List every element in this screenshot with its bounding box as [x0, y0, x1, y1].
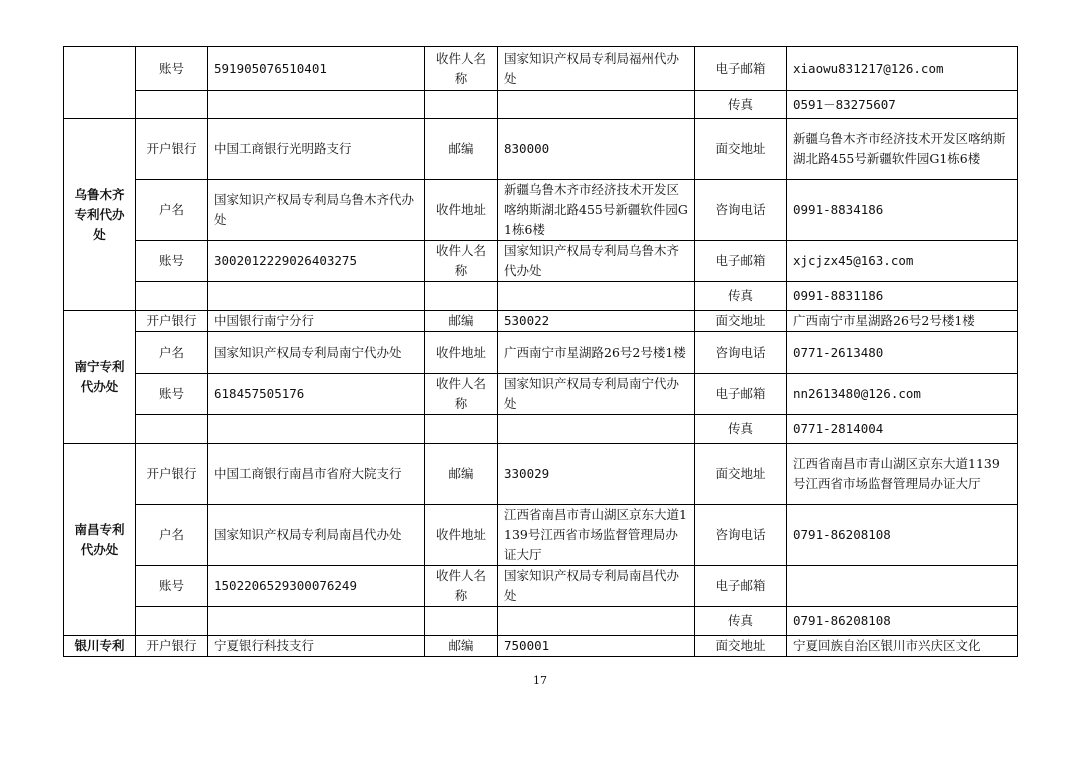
fax-value: 0991-8831186	[787, 282, 1018, 311]
account-value: 591905076510401	[208, 47, 425, 91]
email-value	[787, 566, 1018, 607]
email-label: 电子邮箱	[695, 241, 787, 282]
holder-value: 国家知识产权局专利局乌鲁木齐代办处	[208, 180, 425, 241]
recipient-label: 收件人名称	[425, 374, 498, 415]
fax-value: 0591－83275607	[787, 91, 1018, 119]
visit-address-label: 面交地址	[695, 636, 787, 657]
visit-address-value: 江西省南昌市青山湖区京东大道1139号江西省市场监督管理局办证大厅	[787, 444, 1018, 505]
bank-label: 开户银行	[136, 636, 208, 657]
email-value: xjcjzx45@163.com	[787, 241, 1018, 282]
agency-table	[63, 46, 1018, 657]
holder-row	[64, 332, 1018, 374]
phone-label: 咨询电话	[695, 332, 787, 374]
fax-row	[64, 282, 1018, 311]
account-row	[64, 47, 1018, 91]
postcode-label: 邮编	[425, 311, 498, 332]
recipient-value: 国家知识产权局专利局南昌代办处	[498, 566, 695, 607]
recipient-label: 收件人名称	[425, 47, 498, 91]
bank-value: 中国工商银行光明路支行	[208, 119, 425, 180]
postcode-label: 邮编	[425, 119, 498, 180]
account-label: 账号	[136, 47, 208, 91]
receive-address-label: 收件地址	[425, 332, 498, 374]
visit-address-value: 宁夏回族自治区银川市兴庆区文化	[787, 636, 1018, 657]
postcode-value: 330029	[498, 444, 695, 505]
visit-address-value: 新疆乌鲁木齐市经济技术开发区喀纳斯湖北路455号新疆软件园G1栋6楼	[787, 119, 1018, 180]
fax-label: 传真	[695, 415, 787, 444]
office-name: 南宁专利代办处	[64, 311, 136, 444]
fax-value: 0771-2814004	[787, 415, 1018, 444]
fax-row	[64, 607, 1018, 636]
email-label: 电子邮箱	[695, 47, 787, 91]
bank-row	[64, 311, 1018, 332]
bank-row	[64, 444, 1018, 505]
fax-label: 传真	[695, 282, 787, 311]
postcode-value: 830000	[498, 119, 695, 180]
visit-address-label: 面交地址	[695, 311, 787, 332]
holder-label: 户名	[136, 332, 208, 374]
visit-address-label: 面交地址	[695, 444, 787, 505]
account-value: 618457505176	[208, 374, 425, 415]
fax-row	[64, 91, 1018, 119]
account-label: 账号	[136, 241, 208, 282]
bank-label: 开户银行	[136, 311, 208, 332]
office-name: 南昌专利代办处	[64, 444, 136, 636]
account-label: 账号	[136, 566, 208, 607]
postcode-label: 邮编	[425, 444, 498, 505]
email-value: xiaowu831217@126.com	[787, 47, 1018, 91]
visit-address-value: 广西南宁市星湖路26号2号楼1楼	[787, 311, 1018, 332]
postcode-value: 750001	[498, 636, 695, 657]
receive-address-label: 收件地址	[425, 180, 498, 241]
bank-value: 宁夏银行科技支行	[208, 636, 425, 657]
holder-label: 户名	[136, 505, 208, 566]
phone-label: 咨询电话	[695, 505, 787, 566]
phone-value: 0791-86208108	[787, 505, 1018, 566]
account-row	[64, 374, 1018, 415]
holder-value: 国家知识产权局专利局南昌代办处	[208, 505, 425, 566]
phone-label: 咨询电话	[695, 180, 787, 241]
office-name: 银川专利	[64, 636, 136, 657]
recipient-value: 国家知识产权局专利局乌鲁木齐代办处	[498, 241, 695, 282]
office-name	[64, 47, 136, 119]
fax-value: 0791-86208108	[787, 607, 1018, 636]
receive-address-value: 新疆乌鲁木齐市经济技术开发区喀纳斯湖北路455号新疆软件园G1栋6楼	[498, 180, 695, 241]
fax-label: 传真	[695, 607, 787, 636]
fax-label: 传真	[695, 91, 787, 119]
email-label: 电子邮箱	[695, 566, 787, 607]
phone-value: 0991-8834186	[787, 180, 1018, 241]
bank-value: 中国银行南宁分行	[208, 311, 425, 332]
postcode-label: 邮编	[425, 636, 498, 657]
holder-row	[64, 180, 1018, 241]
account-value: 1502206529300076249	[208, 566, 425, 607]
page-number: 17	[533, 674, 547, 687]
recipient-value: 国家知识产权局专利局南宁代办处	[498, 374, 695, 415]
bank-row	[64, 636, 1018, 657]
fax-row	[64, 415, 1018, 444]
bank-label: 开户银行	[136, 444, 208, 505]
office-name: 乌鲁木齐专利代办处	[64, 119, 136, 311]
postcode-value: 530022	[498, 311, 695, 332]
email-label: 电子邮箱	[695, 374, 787, 415]
recipient-label: 收件人名称	[425, 566, 498, 607]
receive-address-value: 广西南宁市星湖路26号2号楼1楼	[498, 332, 695, 374]
receive-address-label: 收件地址	[425, 505, 498, 566]
email-value: nn2613480@126.com	[787, 374, 1018, 415]
account-label: 账号	[136, 374, 208, 415]
bank-row	[64, 119, 1018, 180]
account-row	[64, 566, 1018, 607]
visit-address-label: 面交地址	[695, 119, 787, 180]
phone-value: 0771-2613480	[787, 332, 1018, 374]
bank-label: 开户银行	[136, 119, 208, 180]
holder-row	[64, 505, 1018, 566]
recipient-label: 收件人名称	[425, 241, 498, 282]
holder-value: 国家知识产权局专利局南宁代办处	[208, 332, 425, 374]
holder-label: 户名	[136, 180, 208, 241]
account-value: 3002012229026403275	[208, 241, 425, 282]
recipient-value: 国家知识产权局专利局福州代办处	[498, 47, 695, 91]
bank-value: 中国工商银行南昌市省府大院支行	[208, 444, 425, 505]
receive-address-value: 江西省南昌市青山湖区京东大道1139号江西省市场监督管理局办证大厅	[498, 505, 695, 566]
account-row	[64, 241, 1018, 282]
